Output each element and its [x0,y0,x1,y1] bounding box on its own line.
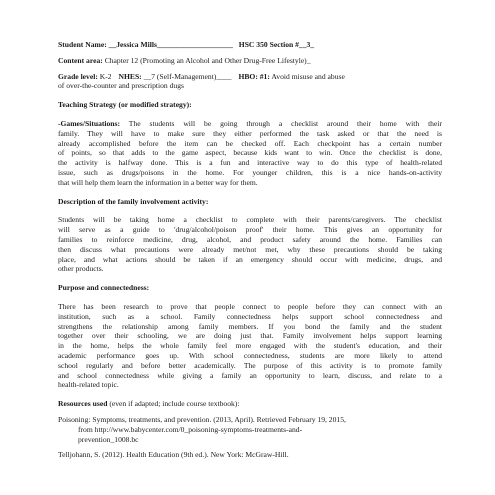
strategy-lead: -Games/Situations: [58,118,121,128]
purpose-line: school regularly and before better academically. The purpose of this activity is to promote family [58,360,442,370]
family-involvement-paragraph [58,215,442,274]
document-page [58,40,442,460]
reference-2-line: Telljohann, S. (2012). Health Education (9th ed.). New York: McGraw-Hill. [58,450,289,460]
purpose-line: together over their schooling, we are doing just that. Family involvement helps support learning [58,331,442,341]
nhes-label: NHES: [118,71,142,81]
content-area-label: Content area: [58,55,103,65]
strategy-line: family. They will have to make sure they either performed the task asked or that the need is [58,128,442,138]
resources-heading-line [58,399,442,409]
grade-level-value: K-2 [99,71,112,81]
purpose-line: There has been research to prove that people connect to people before they can connect with an [58,301,442,311]
strategy-line: issue, such as drugs/poisons in the home. For younger children, this is a nice hands-on-activity [58,167,442,177]
reference-1-url: from http://www.babycenter.com/0_poisoning-symptoms-treatments-and- [78,424,303,434]
content-area-line [58,56,442,66]
purpose-paragraph [58,302,442,390]
purpose-line: institution, such as a school. Family connectedness helps support school connectedness and [58,311,442,321]
teaching-strategy-heading: Teaching Strategy (or modified strategy): [58,100,192,110]
strategy-line: of points, so that adds to the game aspect, because kids want to win. Once the checklist is done, [58,148,442,158]
reference-1-line: Poisoning: Symptoms, treatments, and prevention. (2013, April). Retrieved February 19, 2015, [58,414,346,424]
nhes-value: __7 (Self-Management)____ [143,71,232,81]
grade-level-line [58,72,442,82]
student-name-value: __Jessica Mills____________________ [108,40,233,49]
family-line: will serve as a guide to 'drug/alcohol/poison proof' their home. This gives an opportunity for [58,225,442,235]
content-area-value: Chapter 12 (Promoting an Alcohol and Other Drug-Free Lifestyle)_ [104,55,311,65]
family-line: Students will be taking home a checklist to complete with their parents/caregivers. The checklist [58,215,442,225]
references-list [58,415,442,460]
student-name-line [58,40,442,50]
strategy-line: the activity is halfway done. This is a fun and interactive way to do this type of health-related [58,158,442,168]
hbo-value-continued: of over-the-counter and prescription dugs [58,81,184,91]
student-name-label: Student Name: [58,40,107,49]
family-line: place, and what actions should be taken if an emergency should occur with medicine, drugs, and [58,254,442,264]
purpose-line: in the home, helps the whole family feel more engaged with the student's education, and their [58,341,442,351]
hbo-label: HBO: #1: [238,71,270,81]
family-line: then discuss what precautions were already met/not met, why these precautions should be taking [58,244,442,254]
family-line: other products. [58,264,104,274]
purpose-line: academic performance goes up. With school connectedness, students are more likely to attend [58,350,442,360]
family-involvement-heading: Description of the family involvement activity: [58,196,209,206]
purpose-line: health-related topic. [58,380,119,390]
resources-heading: Resources used [58,399,108,409]
grade-level-label: Grade level: [58,71,98,81]
hbo-value: Avoid misuse and abuse [271,71,345,81]
purpose-heading: Purpose and connectedness: [58,283,150,293]
resources-heading-note: (even if adapted; include course textbook): [107,399,240,409]
strategy-line: already accomplished before the item can be checked off. Each checkpoint has a certain number [58,138,442,148]
course-section: HSC 350 Section #__3_ [238,40,315,49]
purpose-line: strengthens the relationship among family members. If you bond the family and the student [58,321,442,331]
teaching-strategy-paragraph [58,119,442,188]
strategy-line: -Games/Situations: The students will be going through a checklist around their home with their [58,118,442,128]
strategy-line: that will help them learn the information in a better way for them. [58,177,258,187]
reference-1-url-continued: prevention_1008.bc [78,434,139,444]
family-line: families to reinforce medicine, drug, alcohol, and product safety around the home. Families can [58,234,442,244]
purpose-line: and school connectedness while giving a family an opportunity to learn, discuss, and relate to a [58,370,442,380]
